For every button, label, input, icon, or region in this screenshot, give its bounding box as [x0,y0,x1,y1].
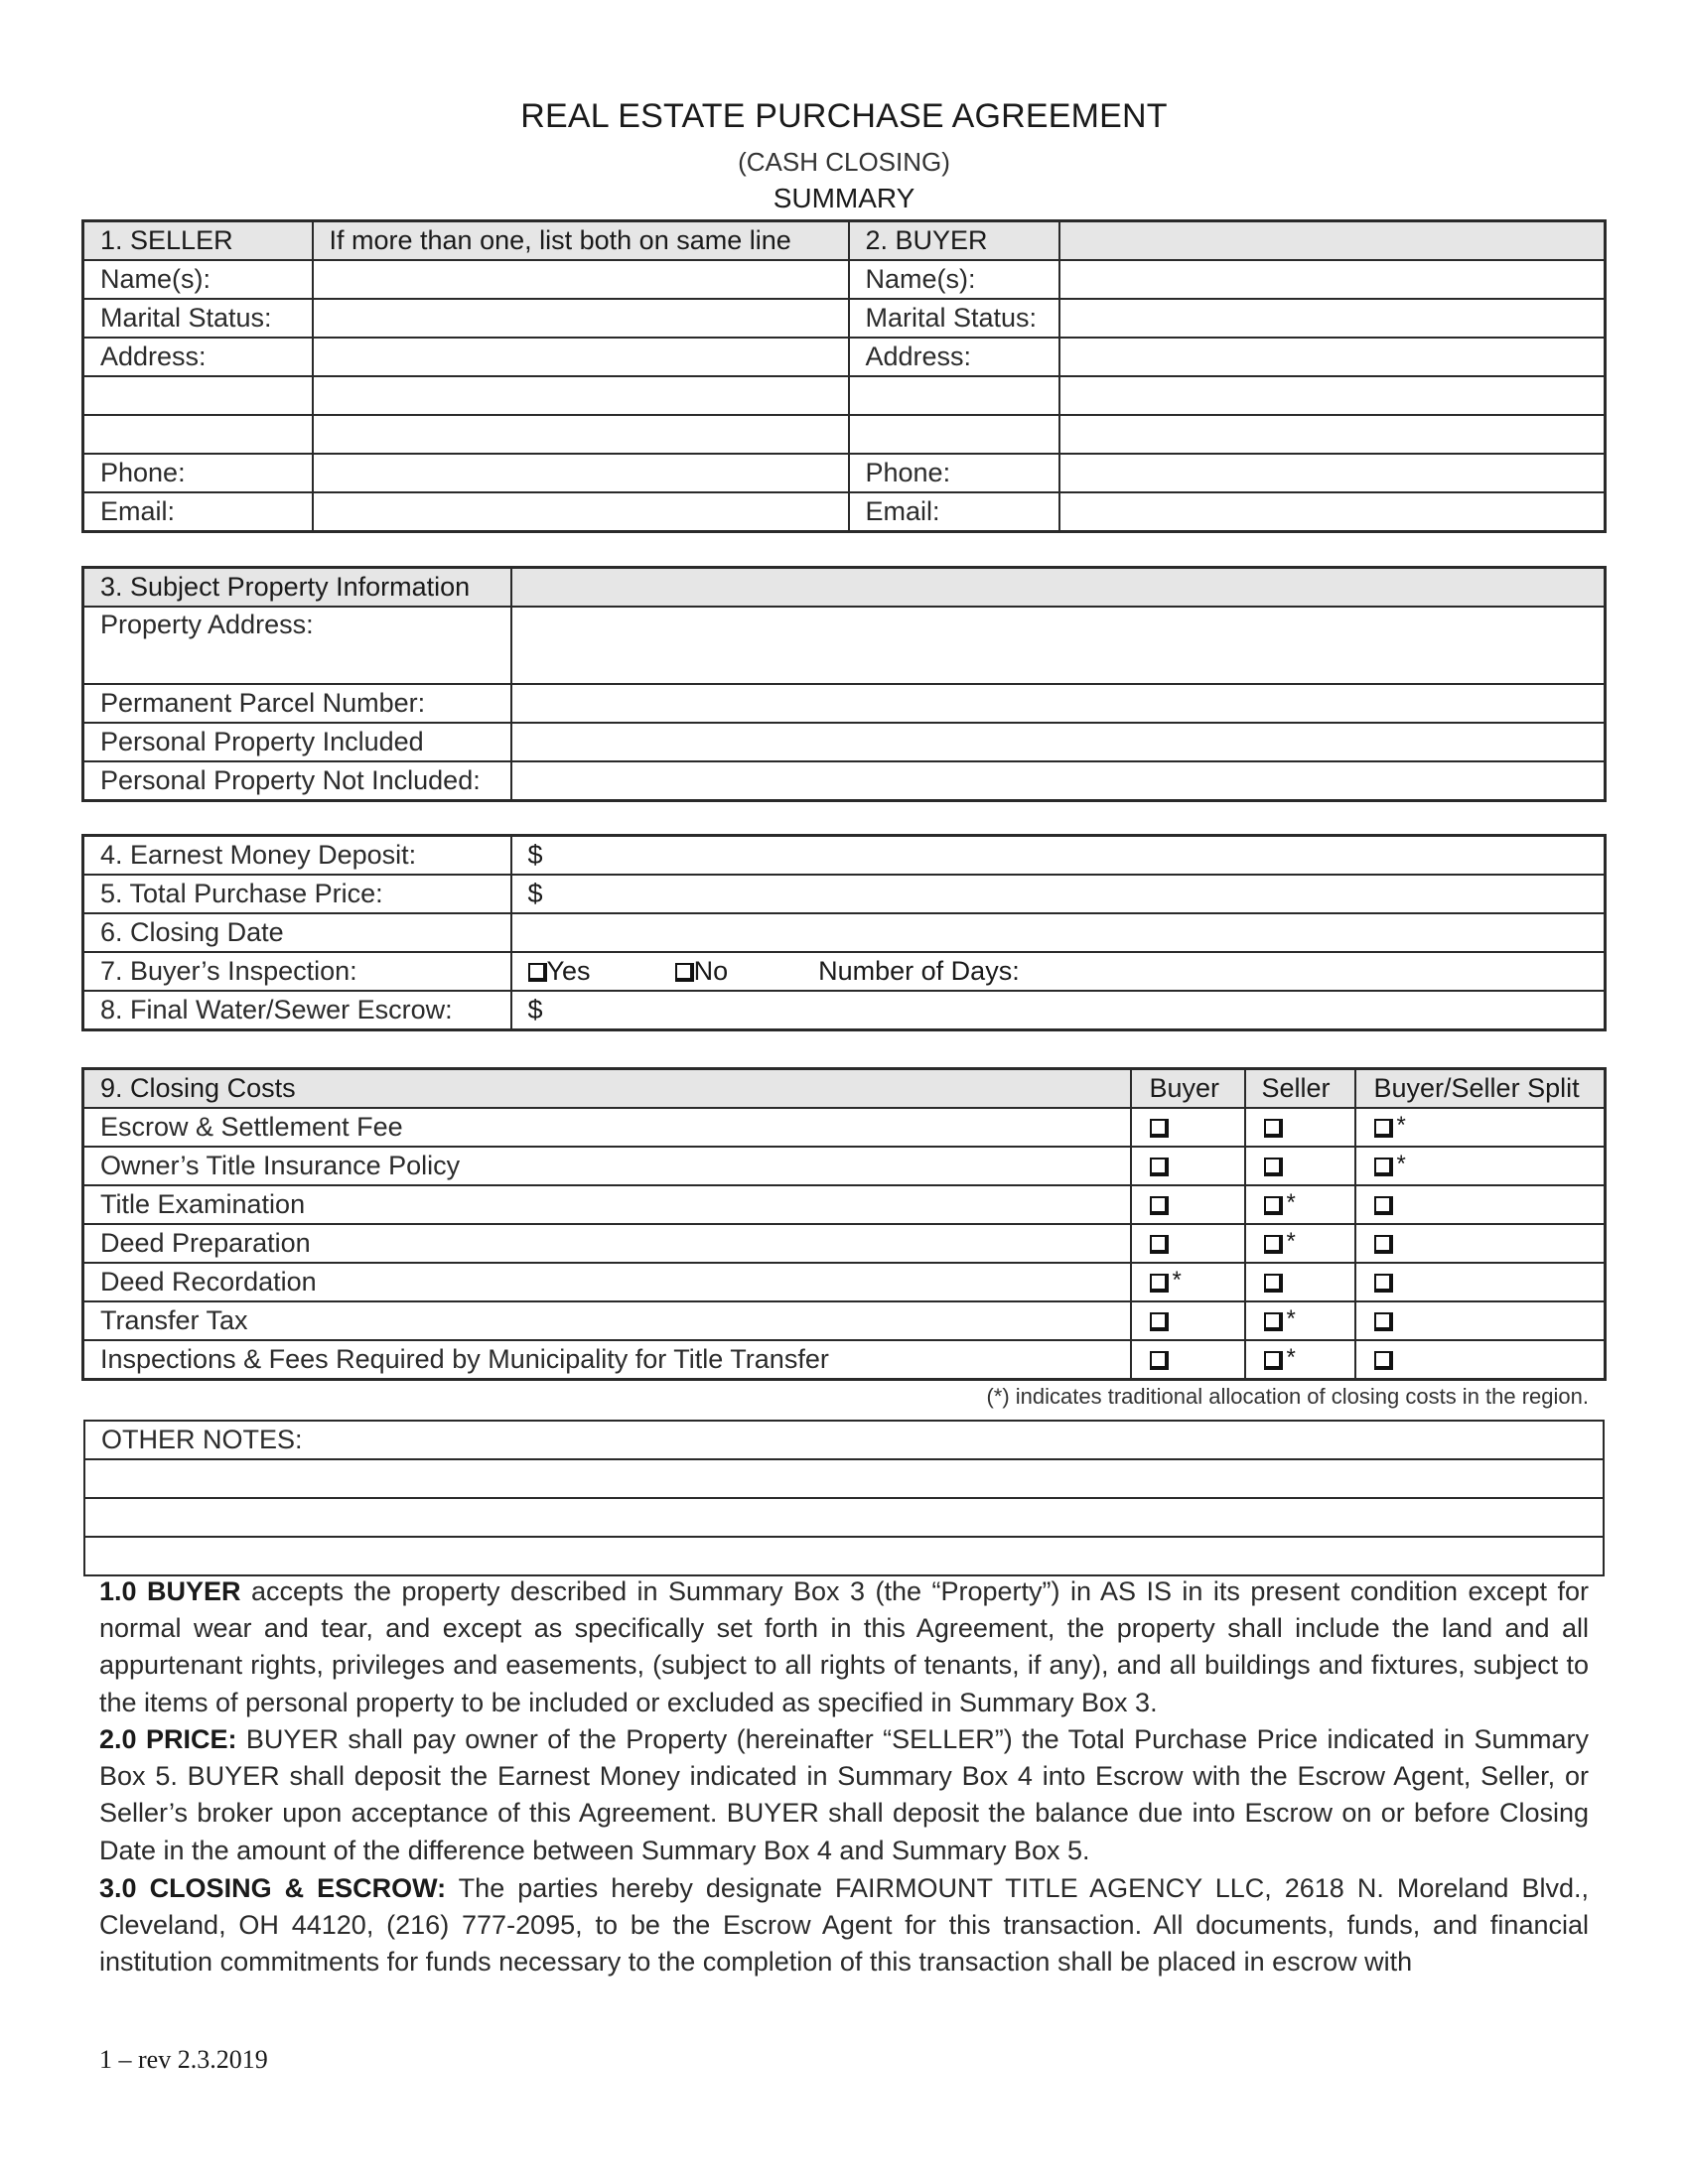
other-notes-line[interactable] [84,1459,1604,1498]
closing-cost-item: Inspections & Fees Required by Municipality for Title Transfer [83,1340,1131,1380]
buyer-checkbox[interactable] [1150,1274,1169,1293]
seller-marital-field[interactable] [313,299,849,338]
buyer-address-label: Address: [849,338,1059,376]
seller-phone-field[interactable] [313,454,849,492]
seller-phone-label: Phone: [83,454,313,492]
seller-checkbox[interactable] [1264,1351,1283,1370]
split-checkbox[interactable] [1374,1235,1393,1254]
other-notes-label: OTHER NOTES: [84,1421,1604,1459]
summary-heading: SUMMARY [773,183,915,213]
split-checkbox[interactable] [1374,1312,1393,1331]
split-checkbox[interactable] [1374,1274,1393,1293]
buyer-email-field[interactable] [1059,492,1606,532]
traditional-star: * [1396,1112,1406,1139]
buyer-marital-label: Marital Status: [849,299,1059,338]
closing-costs-header: 9. Closing Costs [83,1069,1131,1109]
inspection-yes-checkbox[interactable] [528,963,547,982]
buyer-header-blank [1059,221,1606,261]
paragraph-buyer-lead: 1.0 BUYER [99,1576,241,1606]
closing-cost-item: Owner’s Title Insurance Policy [83,1147,1131,1185]
split-checkbox[interactable] [1374,1158,1393,1176]
seller-checkbox[interactable] [1264,1119,1283,1138]
traditional-star: * [1286,1228,1296,1255]
property-header: 3. Subject Property Information [83,568,511,608]
parties-table [81,219,1607,533]
seller-name-label: Name(s): [83,260,313,299]
buyer-marital-field[interactable] [1059,299,1606,338]
split-cell [1355,1340,1606,1380]
buyer-cell [1131,1301,1245,1340]
buyer-address-line-3-label [849,415,1059,454]
buyer-cell [1131,1340,1245,1380]
seller-address-field[interactable] [313,338,849,376]
paragraph-closing-text: The parties hereby designate FAIRMOUNT TITLE AGENCY LLC, 2618 N. Moreland Blvd., Cleveland, OH 44120, (216) 777-2095, to be the Escrow Agent for this transaction. All documents, funds, and financial institution commitments for funds necessary to the completion of this transaction shall be placed in escrow with [99,1873,1589,1978]
buyer-cell [1131,1147,1245,1185]
seller-name-field[interactable] [313,260,849,299]
buyer-cell [1131,1185,1245,1224]
split-cell [1355,1224,1606,1263]
buyer-checkbox[interactable] [1150,1235,1169,1254]
other-notes-table [83,1420,1605,1576]
traditional-star: * [1286,1305,1296,1332]
paragraph-price [99,1721,1589,1869]
document-subtitle: (CASH CLOSING) [738,147,950,177]
seller-cell [1245,1147,1355,1185]
buyer-cell [1131,1263,1245,1301]
buyer-phone-field[interactable] [1059,454,1606,492]
seller-checkbox[interactable] [1264,1274,1283,1293]
seller-cell [1245,1108,1355,1147]
buyer-header: 2. BUYER [849,221,1059,261]
other-notes-line[interactable] [84,1498,1604,1537]
split-cell [1355,1147,1606,1185]
seller-cell [1245,1340,1355,1380]
seller-header: 1. SELLER [83,221,313,261]
personal-property-not-included-label: Personal Property Not Included: [83,761,511,801]
closing-cost-item: Deed Preparation [83,1224,1131,1263]
seller-checkbox[interactable] [1264,1158,1283,1176]
closing-cost-item: Transfer Tax [83,1301,1131,1340]
inspection-days-label: Number of Days: [818,956,1020,986]
buyer-name-label: Name(s): [849,260,1059,299]
split-checkbox[interactable] [1374,1119,1393,1138]
seller-address-line-2-label [83,376,313,415]
water-sewer-escrow-label: 8. Final Water/Sewer Escrow: [83,991,511,1030]
inspection-yes-label: Yes [546,956,591,986]
buyer-cell [1131,1224,1245,1263]
personal-property-included-label: Personal Property Included [83,723,511,761]
buyer-checkbox[interactable] [1150,1119,1169,1138]
earnest-money-label: 4. Earnest Money Deposit: [83,836,511,876]
seller-address-label: Address: [83,338,313,376]
property-table [81,566,1607,802]
earnest-money-field[interactable]: $ [511,836,1606,876]
buyer-address-line-3[interactable] [1059,415,1606,454]
seller-address-line-3[interactable] [313,415,849,454]
paragraph-closing-lead: 3.0 CLOSING & ESCROW: [99,1873,447,1903]
seller-checkbox[interactable] [1264,1312,1283,1331]
seller-cell [1245,1301,1355,1340]
closing-cost-item: Title Examination [83,1185,1131,1224]
buyer-checkbox[interactable] [1150,1158,1169,1176]
property-header-blank [511,568,1606,608]
property-address-label: Property Address: [83,607,511,684]
seller-cell [1245,1185,1355,1224]
split-cell [1355,1108,1606,1147]
col-buyer-header: Buyer [1131,1069,1245,1109]
buyer-checkbox[interactable] [1150,1351,1169,1370]
seller-checkbox[interactable] [1264,1235,1283,1254]
seller-cell [1245,1224,1355,1263]
buyer-address-line-2[interactable] [1059,376,1606,415]
page-footer: 1 – rev 2.3.2019 [99,2045,268,2074]
parcel-number-label: Permanent Parcel Number: [83,684,511,723]
buyer-phone-label: Phone: [849,454,1059,492]
property-address-field[interactable] [511,607,1606,684]
closing-date-label: 6. Closing Date [83,913,511,952]
other-notes-line[interactable] [84,1537,1604,1575]
seller-email-field[interactable] [313,492,849,532]
closing-cost-item: Escrow & Settlement Fee [83,1108,1131,1147]
seller-checkbox[interactable] [1264,1196,1283,1215]
seller-address-line-3-label [83,415,313,454]
paragraph-closing [99,1870,1589,1981]
split-cell [1355,1301,1606,1340]
split-checkbox[interactable] [1374,1196,1393,1215]
paragraph-buyer-text: accepts the property described in Summary Box 3 (the “Property”) in AS IS in its present condition except for normal wear and tear, and except as specifically set forth in this Agreement, the property shall include the land and all appurtenant rights, privileges and easements, (subject to all rights of tenants, if any), and all buildings and fixtures, subject to the items of personal property to be included or excluded as specified in Summary Box 3. [99,1576,1589,1717]
col-split-header: Buyer/Seller Split [1355,1069,1606,1109]
split-cell [1355,1263,1606,1301]
closing-cost-item: Deed Recordation [83,1263,1131,1301]
personal-property-not-included-field[interactable] [511,761,1606,801]
buyer-inspection-label: 7. Buyer’s Inspection: [83,952,511,991]
inspection-no-checkbox[interactable] [675,963,694,982]
purchase-price-field[interactable]: $ [511,875,1606,913]
closing-date-field[interactable] [511,913,1606,952]
seller-cell [1245,1263,1355,1301]
buyer-checkbox[interactable] [1150,1312,1169,1331]
seller-email-label: Email: [83,492,313,532]
closing-cost-footnote: (*) indicates traditional allocation of closing costs in the region. [986,1384,1589,1409]
buyer-cell [1131,1108,1245,1147]
buyer-checkbox[interactable] [1150,1196,1169,1215]
buyer-inspection-options [511,952,1606,991]
buyer-address-line-2-label [849,376,1059,415]
inspection-no-label: No [693,956,729,986]
split-checkbox[interactable] [1374,1351,1393,1370]
seller-marital-label: Marital Status: [83,299,313,338]
buyer-email-label: Email: [849,492,1059,532]
traditional-star: * [1396,1151,1406,1177]
col-seller-header: Seller [1245,1069,1355,1109]
traditional-star: * [1286,1344,1296,1371]
water-sewer-escrow-field[interactable]: $ [511,991,1606,1030]
closing-costs-table [81,1067,1607,1381]
seller-note: If more than one, list both on same line [313,221,849,261]
buyer-name-field[interactable] [1059,260,1606,299]
paragraph-price-lead: 2.0 PRICE: [99,1724,237,1754]
terms-table [81,834,1607,1031]
traditional-star: * [1172,1267,1182,1294]
parcel-number-field[interactable] [511,684,1606,723]
paragraph-buyer [99,1573,1589,1721]
buyer-address-field[interactable] [1059,338,1606,376]
traditional-star: * [1286,1189,1296,1216]
split-cell [1355,1185,1606,1224]
paragraph-price-text: BUYER shall pay owner of the Property (hereinafter “SELLER”) the Total Purchase Price indicated in Summary Box 5. BUYER shall deposit the Earnest Money indicated in Summary Box 4 into Escrow with the Escrow Agent, Seller, or Seller’s broker upon acceptance of this Agreement. BUYER shall deposit the balance due into Escrow on or before Closing Date in the amount of the difference between Summary Box 4 and Summary Box 5. [99,1724,1590,1865]
personal-property-included-field[interactable] [511,723,1606,761]
purchase-price-label: 5. Total Purchase Price: [83,875,511,913]
seller-address-line-2[interactable] [313,376,849,415]
document-title: REAL ESTATE PURCHASE AGREEMENT [520,97,1168,135]
